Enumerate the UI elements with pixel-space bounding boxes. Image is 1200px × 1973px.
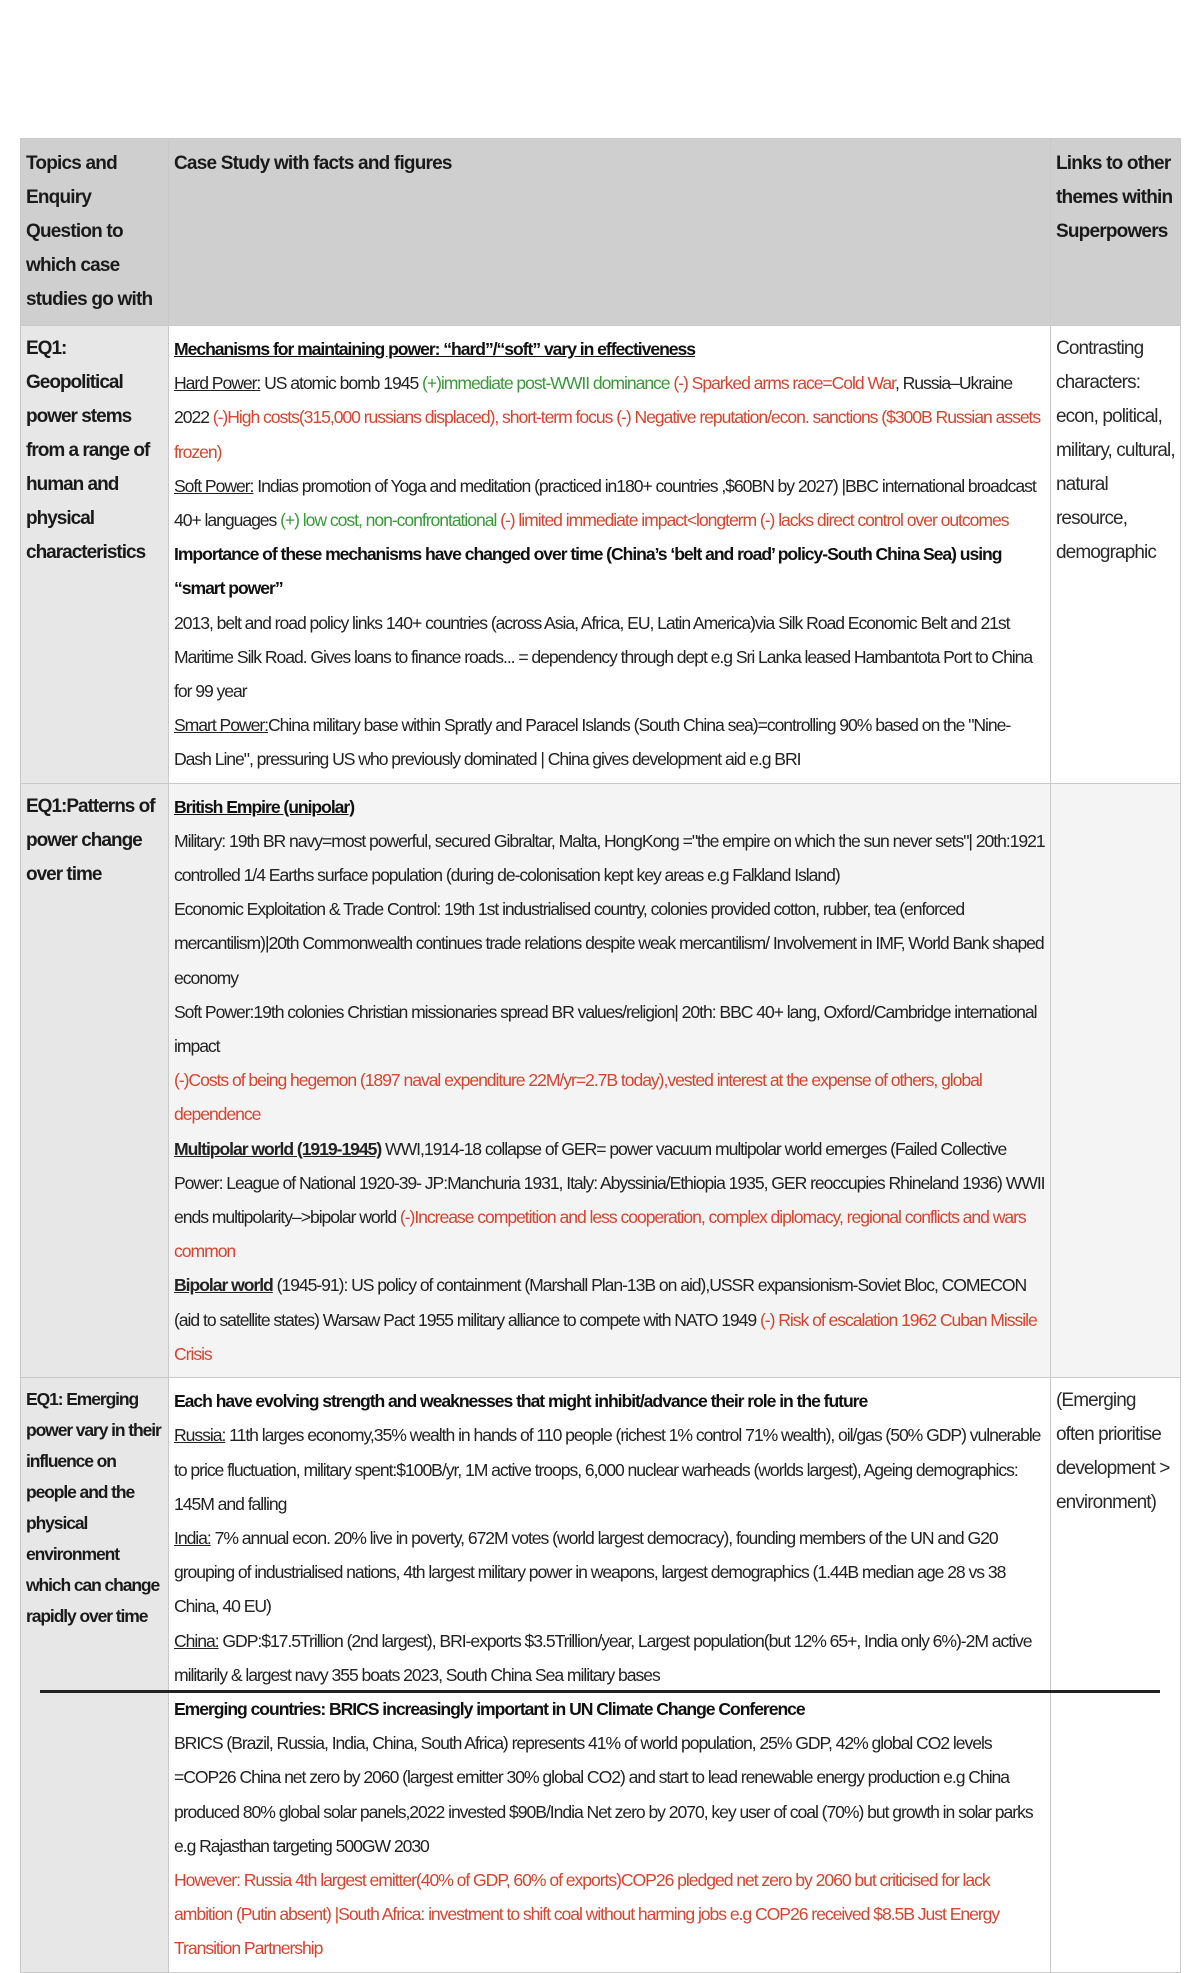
case-study-cell xyxy=(169,1378,1051,1972)
however-paragraph: However: Russia 4th largest emitter(40% of GDP, 60% of exports)COP26 pledged net zero by 2060 but criticised for lack ambition (Putin absent) |South Africa: investment to shift coal without harming jobs e.g COP26 received $8.5B Just Energy Transition Partnership xyxy=(174,1869,1000,1959)
negative-point: (-)Increase competition and less cooperation, complex diplomacy, regional conflicts and wars common xyxy=(174,1207,1026,1262)
text: Indias promotion of Yoga and meditation (practiced in180+ countries ,$60BN by 2027) |BBC international broadcast 40+ languages xyxy=(174,475,1036,531)
topic-cell: EQ1: Geopolitical power stems from a range of human and physical characteristics xyxy=(21,326,169,784)
soft-power-paragraph xyxy=(174,469,1045,537)
text: 7% annual econ. 20% live in poverty, 672M votes (world largest democracy), founding members of the UN and G20 grouping of industrialised nations, 4th largest military power in weapons, largest demographics (1.44B median age 28 vs 38 China, 40 EU) xyxy=(174,1527,1006,1617)
label: Hard Power: xyxy=(174,373,261,394)
text: WWI,1914-18 collapse of GER= power vacuum multipolar world emerges (Failed Collective Power: League of National 1920-39- JP:Manchuria 1931, Italy: Abyssinia/Ethiopia 1935, GER reoccupies Rhineland 1936) WWII ends multipolarity–>bipolar world xyxy=(174,1138,1045,1228)
text: 11th larges economy,35% wealth in hands of 110 people (richest 1% control 71% wealth), oil/gas (50% GDP) vulnerable to price fluctuation, military spent:$100B/yr, 1M active troops, 6,000 nuclear warheads (worlds largest), Ageing demographics: 145M and falling xyxy=(174,1425,1041,1514)
hard-power-paragraph xyxy=(174,366,1045,469)
belt-road-paragraph: 2013, belt and road policy links 140+ countries (across Asia, Africa, EU, Latin America)via Silk Road Economic Belt and 21st Maritime Silk Road. Gives loans to finance roads... = dependency through dept e.g Sri Lanka leased Hambantota Port to China for 99 year xyxy=(174,612,1033,702)
case-study-cell xyxy=(169,783,1051,1377)
india-paragraph xyxy=(174,1521,1045,1624)
table-row-patterns-of-power xyxy=(21,783,1181,1377)
negative-point: (-)High costs(315,000 russians displaced), short-term focus (-) Negative reputation/econ. sanctions ($300B Russian assets frozen) xyxy=(174,407,1041,462)
russia-paragraph xyxy=(174,1418,1045,1521)
section-heading: Emerging countries: BRICS increasingly important in UN Climate Change Conference xyxy=(174,1698,805,1719)
links-cell: Contrasting characters: econ, political, military, cultural, natural resource, demographic xyxy=(1051,326,1181,784)
header-case-study: Case Study with facts and figures xyxy=(169,139,1051,326)
brics-paragraph: BRICS (Brazil, Russia, India, China, South Africa) represents 41% of world population, 25% GDP, 42% global CO2 levels =COP26 China net zero by 2060 (largest emitter 30% global CO2) and start to lead renewable energy production e.g China produced 80% global solar panels,2022 invested $90B/India Net zero by 2070, key user of coal (70%) but growth in solar parks e.g Rajasthan targeting 500GW 2030 xyxy=(174,1733,1033,1856)
label: Smart Power: xyxy=(174,715,268,736)
header-links: Links to other themes within Superpowers xyxy=(1051,139,1181,326)
links-cell: (Emerging often prioritise development > environment) xyxy=(1051,1378,1181,1972)
label: China: xyxy=(174,1630,219,1651)
smart-power-paragraph xyxy=(174,708,1045,776)
table-row-geopolitical-power xyxy=(21,326,1181,784)
links-cell xyxy=(1051,783,1181,1377)
section-heading: Each have evolving strength and weaknesses that might inhibit/advance their role in the future xyxy=(174,1391,868,1412)
superpowers-case-study-table xyxy=(20,138,1181,1973)
text: China military base within Spratly and Paracel Islands (South China sea)=controlling 90% based on the "Nine-Dash Line", pressuring US who previously dominated | China gives development aid e.g BRI xyxy=(174,715,1011,770)
text: , Russia–Ukraine 2022 xyxy=(174,373,1013,428)
multipolar-paragraph xyxy=(174,1132,1045,1269)
text: (1945-91): US policy of containment (Marshall Plan-13B on aid),USSR expansionism-Soviet Bloc, COMECON (aid to satellite states) Warsaw Pact 1955 military alliance to compete with NATO 1949 xyxy=(174,1275,1027,1330)
header-topics: Topics and Enquiry Question to which case studies go with xyxy=(21,139,169,326)
header-row xyxy=(21,139,1181,326)
positive-point: (+)immediate post-WWII dominance xyxy=(422,373,670,394)
case-study-cell xyxy=(169,326,1051,784)
negative-point: (-) limited immediate impact<longterm (-) lacks direct control over outcomes xyxy=(496,510,1009,531)
table-row-emerging-power xyxy=(21,1378,1181,1972)
negative-point: (-) Sparked arms race=Cold War xyxy=(669,373,895,394)
label: Multipolar world (1919-1945) xyxy=(174,1138,382,1159)
china-paragraph xyxy=(174,1624,1045,1692)
section-heading: Mechanisms for maintaining power: “hard”/“soft” vary in effectiveness xyxy=(174,339,695,359)
topic-cell: EQ1:Patterns of power change over time xyxy=(21,783,169,1377)
section-heading: British Empire (unipolar) xyxy=(174,796,355,817)
military-paragraph: Military: 19th BR navy=most powerful, secured Gibraltar, Malta, HongKong ="the empire on which the sun never sets"| 20th:1921 controlled 1/4 Earths surface population (during de-colonisation kept key areas e.g Falkland Island) xyxy=(174,830,1045,886)
label: Bipolar world xyxy=(174,1275,273,1296)
economic-paragraph: Economic Exploitation & Trade Control: 19th 1st industrialised country, colonies provided cotton, rubber, tea (enforced mercantilism)|20th Commonwealth continues trade relations despite weak mercantilism/ Involvement in IMF, World Bank shaped economy xyxy=(174,899,1044,988)
label: India: xyxy=(174,1527,211,1548)
positive-point: (+) low cost, non-confrontational xyxy=(280,510,497,531)
negative-point: (-) Risk of escalation 1962 Cuban Missile Crisis xyxy=(174,1309,1037,1364)
bottom-divider xyxy=(40,1690,1160,1693)
text: GDP:$17.5Trillion (2nd largest), BRI-exports $3.5Trillion/year, Largest population(but 12% 65+, India only 6%)-2M active militarily & largest navy 355 boats 2023, South China Sea military bases xyxy=(174,1630,1032,1685)
bipolar-paragraph xyxy=(174,1268,1045,1371)
label: Soft Power: xyxy=(174,475,254,496)
costs-paragraph: (-)Costs of being hegemon (1897 naval expenditure 22M/yr=2.7B today),vested interest at the expense of others, global dependence xyxy=(174,1070,982,1125)
label: Russia: xyxy=(174,1425,226,1446)
topic-cell: EQ1: Emerging power vary in their influence on people and the physical environment which can change rapidly over time xyxy=(21,1378,169,1972)
text: US atomic bomb 1945 xyxy=(260,373,423,394)
soft-power-paragraph: Soft Power:19th colonies Christian missionaries spread BR values/religion| 20th: BBC 40+ lang, Oxford/Cambridge international impact xyxy=(174,1001,1037,1057)
section-heading: Importance of these mechanisms have changed over time (China’s ‘belt and road’ policy-South China Sea) using “smart power” xyxy=(174,544,1002,599)
